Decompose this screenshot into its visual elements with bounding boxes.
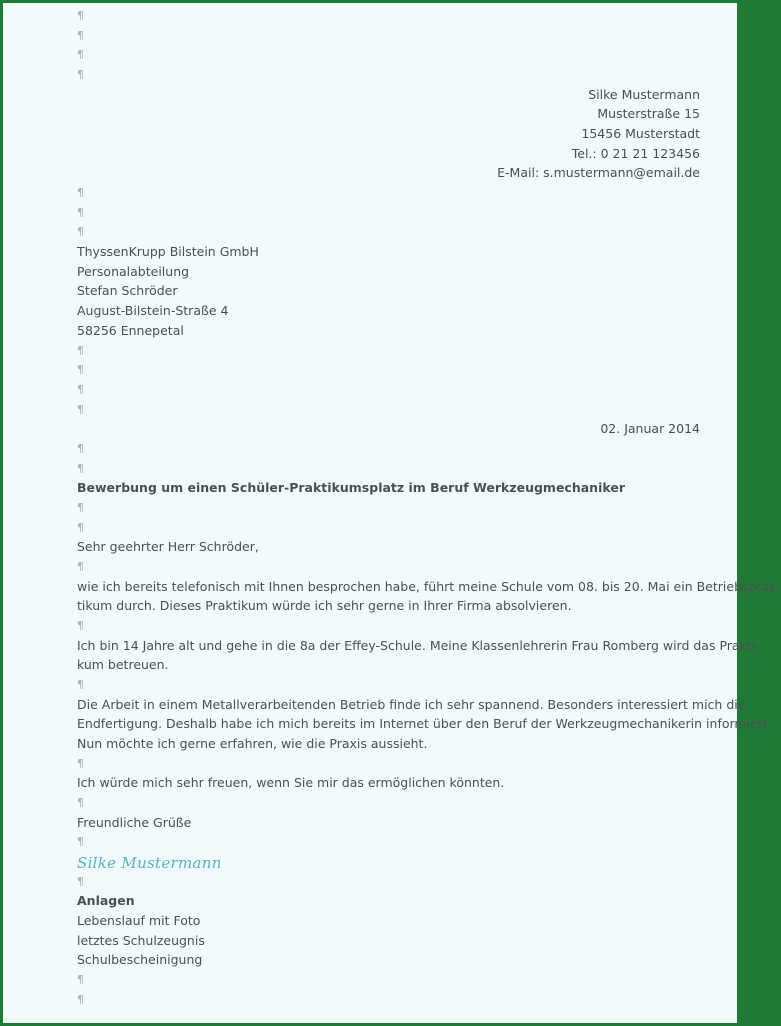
sender-name: Silke Mustermann xyxy=(588,87,700,102)
pilcrow-mark: ¶ xyxy=(77,29,84,42)
pilcrow-mark: ¶ xyxy=(77,462,84,475)
recipient-department: Personalabteilung xyxy=(77,264,190,279)
sender-street: Musterstraße 15 xyxy=(597,106,700,121)
letter-subject: Bewerbung um einen Schüler-Praktikumsplatz im Beruf Werkzeugmechaniker xyxy=(77,480,625,495)
pilcrow-mark: ¶ xyxy=(77,796,84,809)
pilcrow-mark: ¶ xyxy=(77,521,84,534)
pilcrow-mark: ¶ xyxy=(77,403,84,416)
attachments-heading: Anlagen xyxy=(77,893,135,908)
attachment-item: Lebenslauf mit Foto xyxy=(77,913,201,928)
pilcrow-mark: ¶ xyxy=(77,835,84,848)
recipient-city: 58256 Ennepetal xyxy=(77,323,184,338)
pilcrow-mark: ¶ xyxy=(77,678,84,691)
letter-page xyxy=(3,3,781,1023)
pilcrow-mark: ¶ xyxy=(77,442,84,455)
recipient-person: Stefan Schröder xyxy=(77,283,178,298)
closing: Freundliche Grüße xyxy=(77,815,192,830)
body-line: wie ich bereits telefonisch mit Ihnen besprochen habe, führt meine Schule vom 08. bis 20. Mai ein Betriebsprak- xyxy=(77,579,781,594)
attachment-item: letztes Schulzeugnis xyxy=(77,933,205,948)
pilcrow-mark: ¶ xyxy=(77,68,84,81)
pilcrow-mark: ¶ xyxy=(77,875,84,888)
body-line: tikum durch. Dieses Praktikum würde ich sehr gerne in Ihrer Firma absolvieren. xyxy=(77,598,572,613)
pilcrow-mark: ¶ xyxy=(77,363,84,376)
body-line: Ich würde mich sehr freuen, wenn Sie mir das ermöglichen könnten. xyxy=(77,775,505,790)
attachment-item: Schulbescheinigung xyxy=(77,952,203,967)
sender-phone: Tel.: 0 21 21 123456 xyxy=(571,146,700,161)
sender-city: 15456 Musterstadt xyxy=(581,126,700,141)
recipient-street: August-Bilstein-Straße 4 xyxy=(77,303,229,318)
body-line: Nun möchte ich gerne erfahren, wie die Praxis aussieht. xyxy=(77,736,428,751)
pilcrow-mark: ¶ xyxy=(77,757,84,770)
handwritten-signature: Silke Mustermann xyxy=(77,854,222,872)
pilcrow-mark: ¶ xyxy=(77,344,84,357)
pilcrow-mark: ¶ xyxy=(77,9,84,22)
pilcrow-mark: ¶ xyxy=(77,206,84,219)
pilcrow-mark: ¶ xyxy=(77,501,84,514)
pilcrow-mark: ¶ xyxy=(77,560,84,573)
pilcrow-mark: ¶ xyxy=(77,48,84,61)
body-line: kum betreuen. xyxy=(77,657,169,672)
sender-email: E-Mail: s.mustermann@email.de xyxy=(497,165,700,180)
recipient-company: ThyssenKrupp Bilstein GmbH xyxy=(77,244,259,259)
pilcrow-mark: ¶ xyxy=(77,383,84,396)
letter-date: 02. Januar 2014 xyxy=(600,421,700,436)
body-line: Die Arbeit in einem Metallverarbeitenden Betrieb finde ich sehr spannend. Besonders interessiert mich die xyxy=(77,697,746,712)
pilcrow-mark: ¶ xyxy=(77,225,84,238)
pilcrow-mark: ¶ xyxy=(77,619,84,632)
pilcrow-mark: ¶ xyxy=(77,973,84,986)
pilcrow-mark: ¶ xyxy=(77,186,84,199)
body-line: Endfertigung. Deshalb habe ich mich bereits im Internet über den Beruf der Werkzeugmechanikerin informiert. xyxy=(77,716,772,731)
body-line: Ich bin 14 Jahre alt und gehe in die 8a der Effey-Schule. Meine Klassenlehrerin Frau Romberg wird das Prakti- xyxy=(77,638,760,653)
pilcrow-mark: ¶ xyxy=(77,993,84,1006)
salutation: Sehr geehrter Herr Schröder, xyxy=(77,539,259,554)
